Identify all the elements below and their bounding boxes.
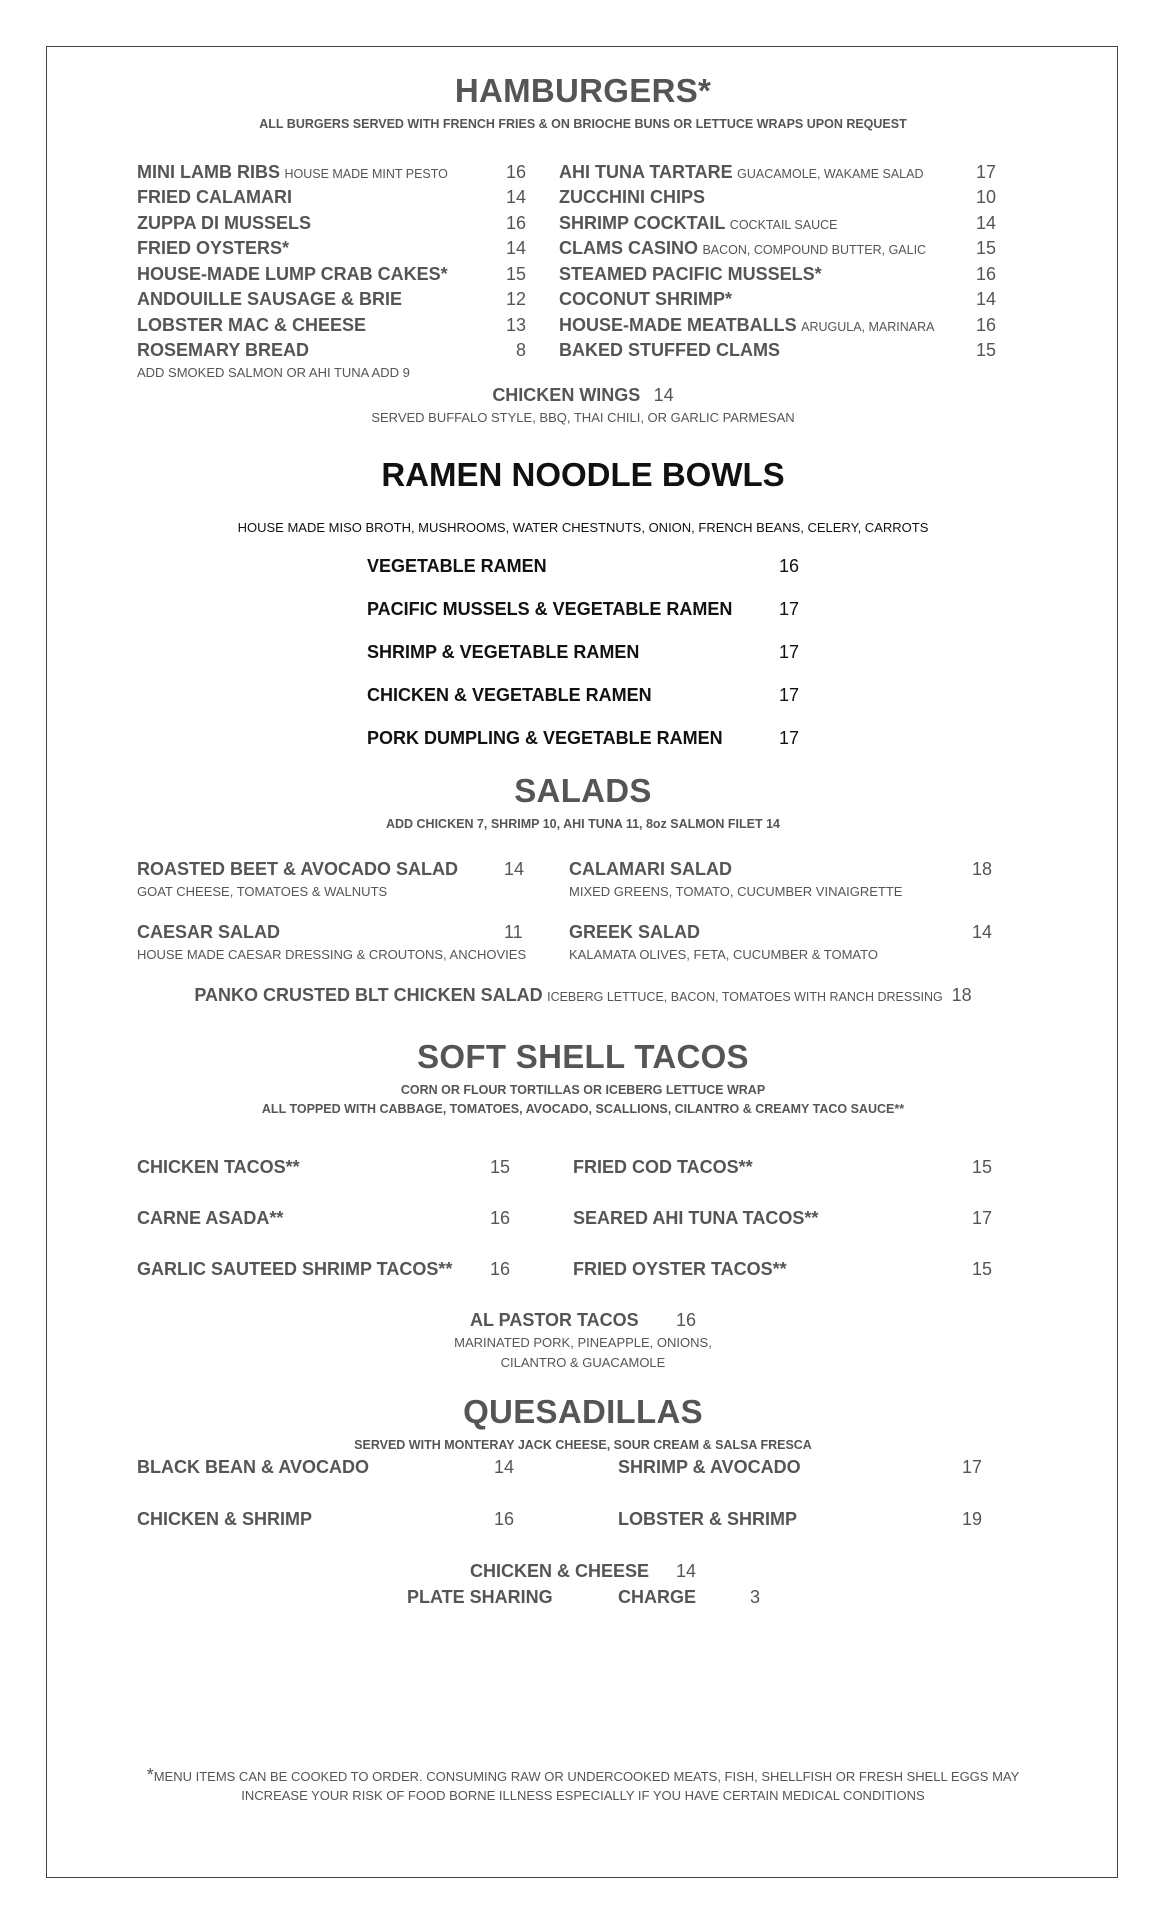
menu-item: ANDOUILLE SAUSAGE & BRIE: [137, 289, 403, 309]
menu-item-price: 12: [505, 289, 526, 309]
menu-item-price: 15: [972, 1259, 993, 1279]
menu-item: CHICKEN & SHRIMP: [137, 1509, 313, 1529]
menu-item-price: 16: [494, 1509, 515, 1529]
menu-item-price: 15: [505, 264, 526, 284]
al-pastor-desc-2: CILANTRO & GUACAMOLE: [500, 1355, 666, 1370]
section-title-salads: SALADS: [514, 772, 652, 809]
section-subtitle-tacos-2: ALL TOPPED WITH CABBAGE, TOMATOES, AVOCADO, SCALLIONS, CILANTRO & CREAMY TACO SAUCE**: [261, 1102, 905, 1116]
section-title-ramen: RAMEN NOODLE BOWLS: [381, 456, 785, 493]
menu-item-price: 17: [962, 1457, 983, 1477]
menu-item: VEGETABLE RAMEN: [367, 556, 547, 576]
menu-item-price: 14: [972, 922, 993, 942]
chicken-cheese-price: 14: [676, 1561, 697, 1581]
menu-item: SHRIMP & VEGETABLE RAMEN: [367, 642, 640, 662]
menu-item-price: 10: [975, 187, 996, 207]
menu-item-price: 16: [975, 315, 996, 335]
menu-item: CHICKEN & VEGETABLE RAMEN: [367, 685, 652, 705]
menu-item: STEAMED PACIFIC MUSSELS*: [559, 264, 822, 284]
menu-item: CAESAR SALAD: [137, 922, 281, 942]
menu-item-price: 11: [504, 922, 523, 942]
menu-item: GREEK SALAD: [569, 922, 701, 942]
menu-item-price: 17: [779, 642, 800, 662]
menu-item-price: 8: [515, 340, 526, 360]
menu-item-desc: HOUSE MADE CAESAR DRESSING & CROUTONS, ANCHOVIES: [137, 947, 527, 962]
menu-item-desc: KALAMATA OLIVES, FETA, CUCUMBER & TOMATO: [569, 947, 878, 962]
plate-sharing-label: PLATE SHARING: [407, 1587, 553, 1607]
menu-item: FRIED CALAMARI: [137, 187, 292, 207]
menu-item-price: 14: [975, 289, 996, 309]
menu-item-price: 14: [975, 213, 996, 233]
menu-item: ZUPPA DI MUSSELS: [137, 213, 312, 233]
menu-item-price: 15: [975, 340, 996, 360]
menu-item-price: 16: [505, 162, 526, 182]
plate-sharing-price: 3: [750, 1587, 761, 1607]
menu-item-price: 16: [975, 264, 996, 284]
menu-item: AHI TUNA TARTARE GUACAMOLE, WAKAME SALAD: [559, 162, 924, 182]
section-subtitle-quesadillas: SERVED WITH MONTERAY JACK CHEESE, SOUR CREAM & SALSA FRESCA: [354, 1438, 812, 1452]
menu-item-desc: GOAT CHEESE, TOMATOES & WALNUTS: [137, 884, 388, 899]
menu-item: CHICKEN TACOS**: [137, 1157, 300, 1177]
menu-item-price: 17: [972, 1208, 993, 1228]
section-title-tacos: SOFT SHELL TACOS: [417, 1038, 749, 1075]
chicken-wings: CHICKEN WINGS 14: [492, 385, 674, 405]
menu-item-price: 14: [505, 187, 526, 207]
menu-item-price: 16: [490, 1208, 511, 1228]
al-pastor-tacos: AL PASTOR TACOS: [470, 1310, 639, 1330]
menu-item-price: 15: [490, 1157, 511, 1177]
menu-item: HOUSE-MADE LUMP CRAB CAKES*: [137, 264, 448, 284]
menu-item: LOBSTER & SHRIMP: [618, 1509, 798, 1529]
menu-item-price: 13: [505, 315, 526, 335]
menu-item: FRIED OYSTERS*: [137, 238, 290, 258]
menu-item: PORK DUMPLING & VEGETABLE RAMEN: [367, 728, 723, 748]
menu-item-price: 18: [972, 859, 993, 879]
section-subtitle-hamburgers: ALL BURGERS SERVED WITH FRENCH FRIES & ON BRIOCHE BUNS OR LETTUCE WRAPS UPON REQUEST: [259, 117, 907, 131]
menu-item-price: 19: [962, 1509, 983, 1529]
menu-item: CALAMARI SALAD: [569, 859, 732, 879]
menu-item-price: 17: [779, 728, 800, 748]
menu-item: ROSEMARY BREAD: [137, 340, 310, 360]
menu-item-price: 16: [779, 556, 800, 576]
menu-item-price: 15: [972, 1157, 993, 1177]
menu-item: ROASTED BEET & AVOCADO SALAD: [137, 859, 459, 879]
menu-item-desc: MIXED GREENS, TOMATO, CUCUMBER VINAIGRETTE: [569, 884, 903, 899]
menu-item: CARNE ASADA**: [137, 1208, 284, 1228]
menu-item: SEARED AHI TUNA TACOS**: [573, 1208, 819, 1228]
plate-sharing-charge-label: CHARGE: [618, 1587, 697, 1607]
menu-item-price: 14: [504, 859, 525, 879]
footer-disclaimer-2: INCREASE YOUR RISK OF FOOD BORNE ILLNESS ESPECIALLY IF YOU HAVE CERTAIN MEDICAL CONDITIONS: [241, 1788, 925, 1803]
chicken-wings-desc: SERVED BUFFALO STYLE, BBQ, THAI CHILI, OR GARLIC PARMESAN: [371, 410, 795, 425]
menu-item: BAKED STUFFED CLAMS: [559, 340, 780, 360]
section-subtitle-ramen: HOUSE MADE MISO BROTH, MUSHROOMS, WATER CHESTNUTS, ONION, FRENCH BEANS, CELERY, CARROTS: [237, 520, 929, 535]
chicken-cheese-quesadilla: CHICKEN & CHEESE: [470, 1561, 650, 1581]
menu-item: PACIFIC MUSSELS & VEGETABLE RAMEN: [367, 599, 733, 619]
menu-item: HOUSE-MADE MEATBALLS ARUGULA, MARINARA: [559, 315, 935, 335]
menu-item: ZUCCHINI CHIPS: [559, 187, 706, 207]
al-pastor-desc-1: MARINATED PORK, PINEAPPLE, ONIONS,: [454, 1335, 712, 1350]
menu-item: GARLIC SAUTEED SHRIMP TACOS**: [137, 1259, 453, 1279]
menu-item: LOBSTER MAC & CHEESE: [137, 315, 367, 335]
menu-item-price: 14: [494, 1457, 515, 1477]
section-subtitle-salads: ADD CHICKEN 7, SHRIMP 10, AHI TUNA 11, 8oz SALMON FILET 14: [385, 817, 781, 831]
footer-disclaimer-1: *MENU ITEMS CAN BE COOKED TO ORDER. CONSUMING RAW OR UNDERCOOKED MEATS, FISH, SHELLFISH OR FRESH SHELL EGGS MAY: [146, 1765, 1020, 1785]
menu-item-price: 17: [975, 162, 996, 182]
section-title-hamburgers: HAMBURGERS*: [454, 72, 712, 109]
menu-item-price: 16: [505, 213, 526, 233]
addon-note: ADD SMOKED SALMON OR AHI TUNA ADD 9: [137, 365, 410, 380]
menu-item-price: 17: [779, 599, 800, 619]
menu-item-price: 16: [490, 1259, 511, 1279]
menu-item: CLAMS CASINO BACON, COMPOUND BUTTER, GALIC: [559, 238, 927, 258]
panko-salad: PANKO CRUSTED BLT CHICKEN SALAD ICEBERG LETTUCE, BACON, TOMATOES WITH RANCH DRESSING 18: [194, 985, 972, 1005]
menu-item-price: 17: [779, 685, 800, 705]
section-subtitle-tacos-1: CORN OR FLOUR TORTILLAS OR ICEBERG LETTUCE WRAP: [400, 1083, 766, 1097]
menu-item: FRIED COD TACOS**: [573, 1157, 753, 1177]
menu-item: BLACK BEAN & AVOCADO: [137, 1457, 369, 1477]
menu-item: MINI LAMB RIBS HOUSE MADE MINT PESTO: [137, 162, 448, 182]
menu-item: COCONUT SHRIMP*: [559, 289, 733, 309]
al-pastor-price: 16: [676, 1310, 697, 1330]
menu-item: SHRIMP COCKTAIL COCKTAIL SAUCE: [559, 213, 838, 233]
menu-item: SHRIMP & AVOCADO: [618, 1457, 801, 1477]
section-title-quesadillas: QUESADILLAS: [463, 1393, 703, 1430]
menu-item-price: 15: [975, 238, 996, 258]
menu-item: FRIED OYSTER TACOS**: [573, 1259, 787, 1279]
menu-item-price: 14: [505, 238, 526, 258]
